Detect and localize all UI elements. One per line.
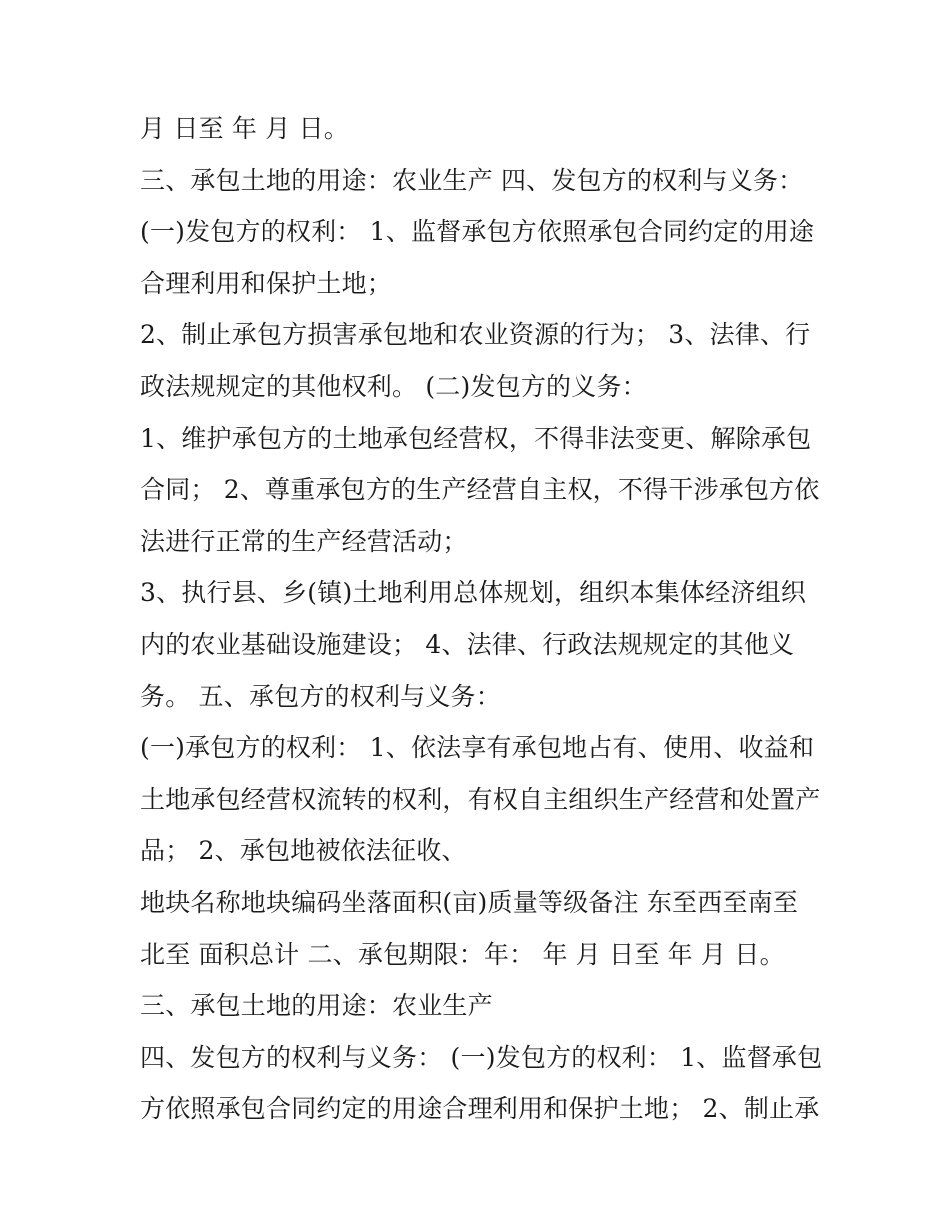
text-line: 品； 2、承包地被依法征收、 (140, 836, 467, 866)
text-line: 法进行正常的生产经营活动； (140, 526, 468, 556)
text-line: 方依照承包合同约定的用途合理利用和保护土地； 2、制止承 (140, 1094, 820, 1124)
text-line: 北至 面积总计 二、承包期限：年： 年 月 日至 年 月 日。 (140, 939, 785, 969)
text-line: 合同； 2、尊重承包方的生产经营自主权，不得干涉承包方依 (140, 475, 820, 505)
text-line: 1、维护承包方的土地承包经营权，不得非法变更、解除承包 (140, 423, 812, 453)
text-line: 土地承包经营权流转的权利，有权自主组织生产经营和处置产 (140, 784, 821, 814)
text-line: 2、制止承包方损害承包地和农业资源的行为； 3、法律、行 (140, 320, 811, 350)
document-body (140, 103, 830, 1135)
text-line: 四、发包方的权利与义务： (一)发包方的权利： 1、监督承包 (140, 1042, 823, 1072)
text-line: 月 日至 年 月 日。 (140, 114, 349, 143)
text-line: 三、承包土地的用途：农业生产 四、发包方的权利与义务： (140, 165, 804, 195)
text-line: 三、承包土地的用途：农业生产 (140, 991, 493, 1021)
text-line: 政法规规定的其他权利。 (二)发包方的义务： (140, 371, 647, 401)
text-line: 内的农业基础设施建设； 4、法律、行政法规规定的其他义 (140, 629, 795, 659)
text-line: (一)承包方的权利： 1、依法享有承包地占有、使用、收益和 (140, 733, 815, 763)
text-line: 地块名称地块编码坐落面积(亩)质量等级备注 东至西至南至 (140, 887, 799, 917)
text-line: 3、执行县、乡(镇)土地利用总体规划，组织本集体经济组织 (140, 578, 807, 608)
text-line: 合理利用和保护土地； (140, 268, 393, 298)
text-line: (一)发包方的权利： 1、监督承包方依照承包合同约定的用途 (140, 217, 815, 247)
text-line: 务。 五、承包方的权利与义务： (140, 681, 501, 711)
